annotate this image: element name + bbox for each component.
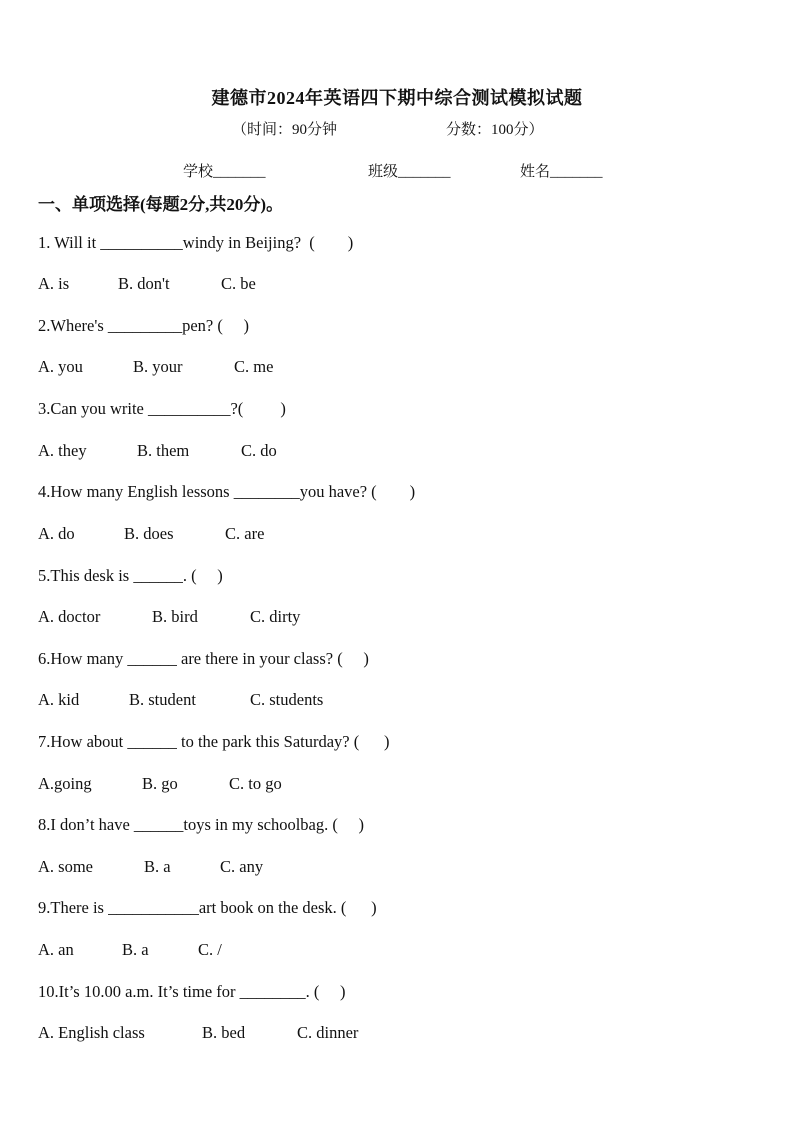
name-field: 姓名_______	[520, 164, 603, 180]
option-a: A. is	[38, 274, 70, 293]
option-a: A. some	[38, 857, 93, 876]
question-2: 2.Where's _________pen? ( )	[38, 316, 249, 335]
option-b: B. a	[122, 940, 149, 959]
option-b: B. bed	[202, 1023, 246, 1042]
question-8: 8.I don’t have ______toys in my schoolbag. ( )	[38, 815, 364, 834]
option-a: A. you	[38, 357, 83, 376]
exam-time: （时间：90分钟	[232, 122, 338, 138]
option-c: C. dinner	[297, 1023, 359, 1042]
question-1: 1. Will it __________windy in Beijing? ( )	[38, 233, 354, 252]
option-a: A. doctor	[38, 607, 101, 626]
option-c: C. any	[220, 857, 264, 876]
question-3: 3.Can you write __________?( )	[38, 399, 286, 418]
option-a: A. they	[38, 441, 87, 460]
option-b: B. does	[124, 524, 174, 543]
class-field: 班级_______	[368, 164, 451, 180]
option-c: C. to go	[229, 774, 282, 793]
question-4: 4.How many English lessons ________you have? ( )	[38, 482, 416, 501]
option-a: A. kid	[38, 690, 80, 709]
option-a: A. English class	[38, 1023, 145, 1042]
option-b: B. bird	[152, 607, 198, 626]
school-field: 学校_______	[183, 164, 266, 180]
option-b: B. student	[129, 690, 196, 709]
option-a: A. an	[38, 940, 74, 959]
option-c: C. /	[198, 940, 222, 959]
option-c: C. be	[221, 274, 256, 293]
option-c: C. do	[241, 441, 277, 460]
option-c: C. me	[234, 357, 274, 376]
option-b: B. don't	[118, 274, 170, 293]
option-c: C. students	[250, 690, 324, 709]
option-b: B. them	[137, 441, 190, 460]
page-title: 建德市2024年英语四下期中综合测试模拟试题	[211, 88, 583, 108]
question-10: 10.It’s 10.00 a.m. It’s time for ________. ( )	[38, 982, 346, 1001]
section-title: 一、单项选择(每题2分,共20分)。	[38, 195, 284, 214]
option-a: A.going	[38, 774, 92, 793]
question-9: 9.There is ___________art book on the desk. ( )	[38, 898, 377, 917]
question-7: 7.How about ______ to the park this Saturday? ( )	[38, 732, 390, 751]
option-b: B. go	[142, 774, 178, 793]
option-b: B. your	[133, 357, 183, 376]
option-c: C. are	[225, 524, 265, 543]
question-6: 6.How many ______ are there in your class? ( )	[38, 649, 369, 668]
option-a: A. do	[38, 524, 75, 543]
question-5: 5.This desk is ______. ( )	[38, 566, 223, 585]
option-c: C. dirty	[250, 607, 301, 626]
option-b: B. a	[144, 857, 171, 876]
exam-score: 分数：100分）	[446, 122, 544, 138]
